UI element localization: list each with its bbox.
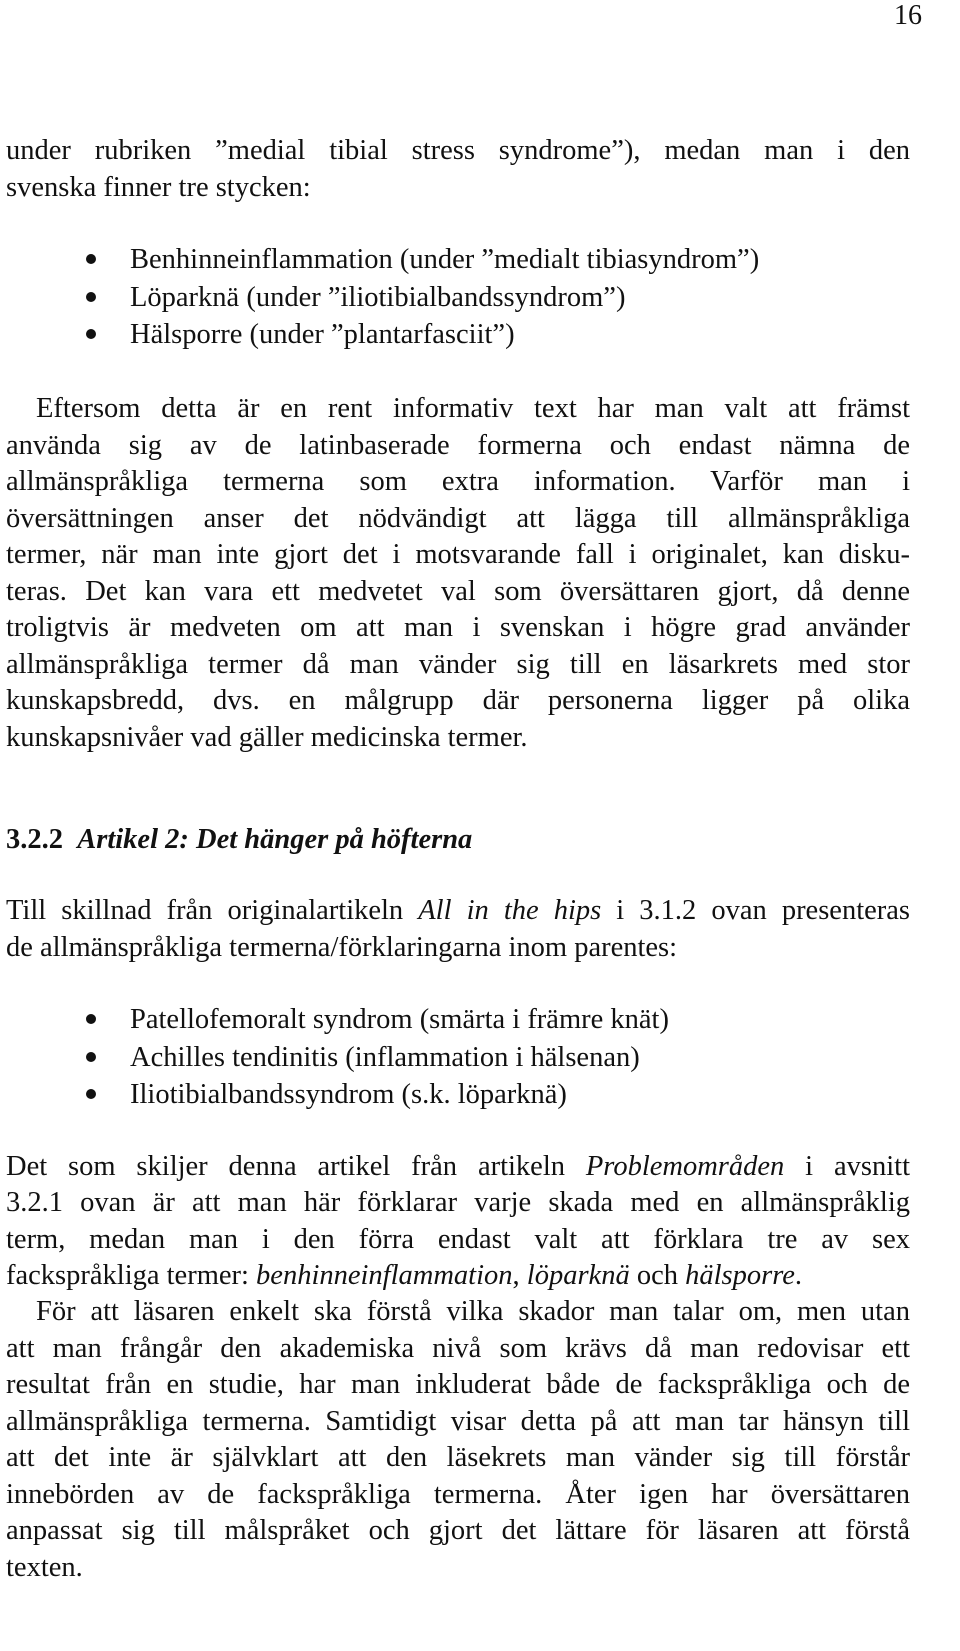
paragraph-line: För att läsaren enkelt ska förstå vilka skador man talar om, men utan [36, 1296, 910, 1327]
paragraph-line: översättningen anser det nödvändigt att lägga till allmänspråkliga [6, 503, 910, 534]
paragraph-line: texten. [6, 1552, 83, 1583]
list-item: Hälsporre (under ”plantarfasciit”) [86, 317, 515, 353]
bullet-icon [86, 1052, 96, 1062]
list-item: Achilles tendinitis (inflammation i hälsenan) [86, 1040, 640, 1076]
paragraph-line: Till skillnad från originalartikeln All in the hips i 3.1.2 ovan presenteras [6, 895, 910, 926]
paragraph-line: anpassat sig till målspråket och gjort det lättare för läsaren att förstå [6, 1515, 910, 1546]
bullet-icon [86, 1014, 96, 1024]
paragraph-line: kunskapsbredd, dvs. en målgrupp där personerna ligger på olika [6, 685, 910, 716]
paragraph-line: teras. Det kan vara ett medvetet val som översättaren gjort, då denne [6, 576, 910, 607]
paragraph-line: Det som skiljer denna artikel från artikeln Problemområden i avsnitt [6, 1151, 910, 1182]
paragraph-line: svenska finner tre stycken: [6, 172, 311, 203]
paragraph-line: Eftersom detta är en rent informativ text har man valt att främst [36, 393, 910, 424]
paragraph-line: under rubriken ”medial tibial stress syndrome”), medan man i den [6, 135, 910, 166]
article-title: Problemområden [585, 1151, 785, 1182]
paragraph-line: troligtvis är medveten om att man i svenskan i högre grad använder [6, 612, 910, 643]
page-number: 16 [894, 0, 922, 31]
bullet-icon [86, 292, 96, 302]
paragraph-line: termer, när man inte gjort det i motsvarande fall i originalet, kan disku- [6, 539, 910, 570]
list-item: Benhinneinflammation (under ”medialt tibiasyndrom”) [86, 242, 759, 278]
bullet-icon [86, 329, 96, 339]
paragraph-line: resultat från en studie, har man inkluderat både de fackspråkliga och de [6, 1369, 910, 1400]
paragraph-line: de allmänspråkliga termerna/förklaringarna inom parentes: [6, 932, 678, 963]
paragraph-line: allmänspråkliga termerna som extra information. Varför man i [6, 466, 910, 497]
bullet-icon [86, 1089, 96, 1099]
paragraph-line: att det inte är självklart att den läsekrets man vänder sig till förstår [6, 1442, 910, 1473]
list-item: Löparknä (under ”iliotibialbandssyndrom”) [86, 280, 625, 316]
paragraph-line: fackspråkliga termer: benhinneinflammation, löparknä och hälsporre. [6, 1260, 803, 1291]
paragraph-line: att man frångår den akademiska nivå som krävs då man redovisar ett [6, 1333, 910, 1364]
paragraph-line: allmänspråkliga termerna. Samtidigt visar detta på att man tar hänsyn till [6, 1406, 910, 1437]
paragraph-line: innebörden av de fackspråkliga termerna. Åter igen har översättaren [6, 1479, 910, 1510]
paragraph-line: 3.2.1 ovan är att man här förklarar varje skada med en allmänspråklig [6, 1187, 910, 1218]
paragraph-line: allmänspråkliga termer då man vänder sig till en läsarkrets med stor [6, 649, 910, 680]
section-number: 3.2.2 [6, 824, 63, 855]
paragraph-line: term, medan man i den förra endast valt att förklara tre av sex [6, 1224, 910, 1255]
list-item: Patellofemoralt syndrom (smärta i främre knät) [86, 1002, 669, 1038]
paragraph-line: använda sig av de latinbaserade formerna och endast nämna de [6, 430, 910, 461]
section-heading [6, 822, 472, 858]
section-title: Artikel 2: Det hänger på höfterna [77, 824, 473, 855]
bullet-icon [86, 254, 96, 264]
article-title: All in the hips [418, 895, 602, 926]
list-item: Iliotibialbandssyndrom (s.k. löparknä) [86, 1077, 567, 1113]
paragraph-line: kunskapsnivåer vad gäller medicinska termer. [6, 722, 528, 753]
